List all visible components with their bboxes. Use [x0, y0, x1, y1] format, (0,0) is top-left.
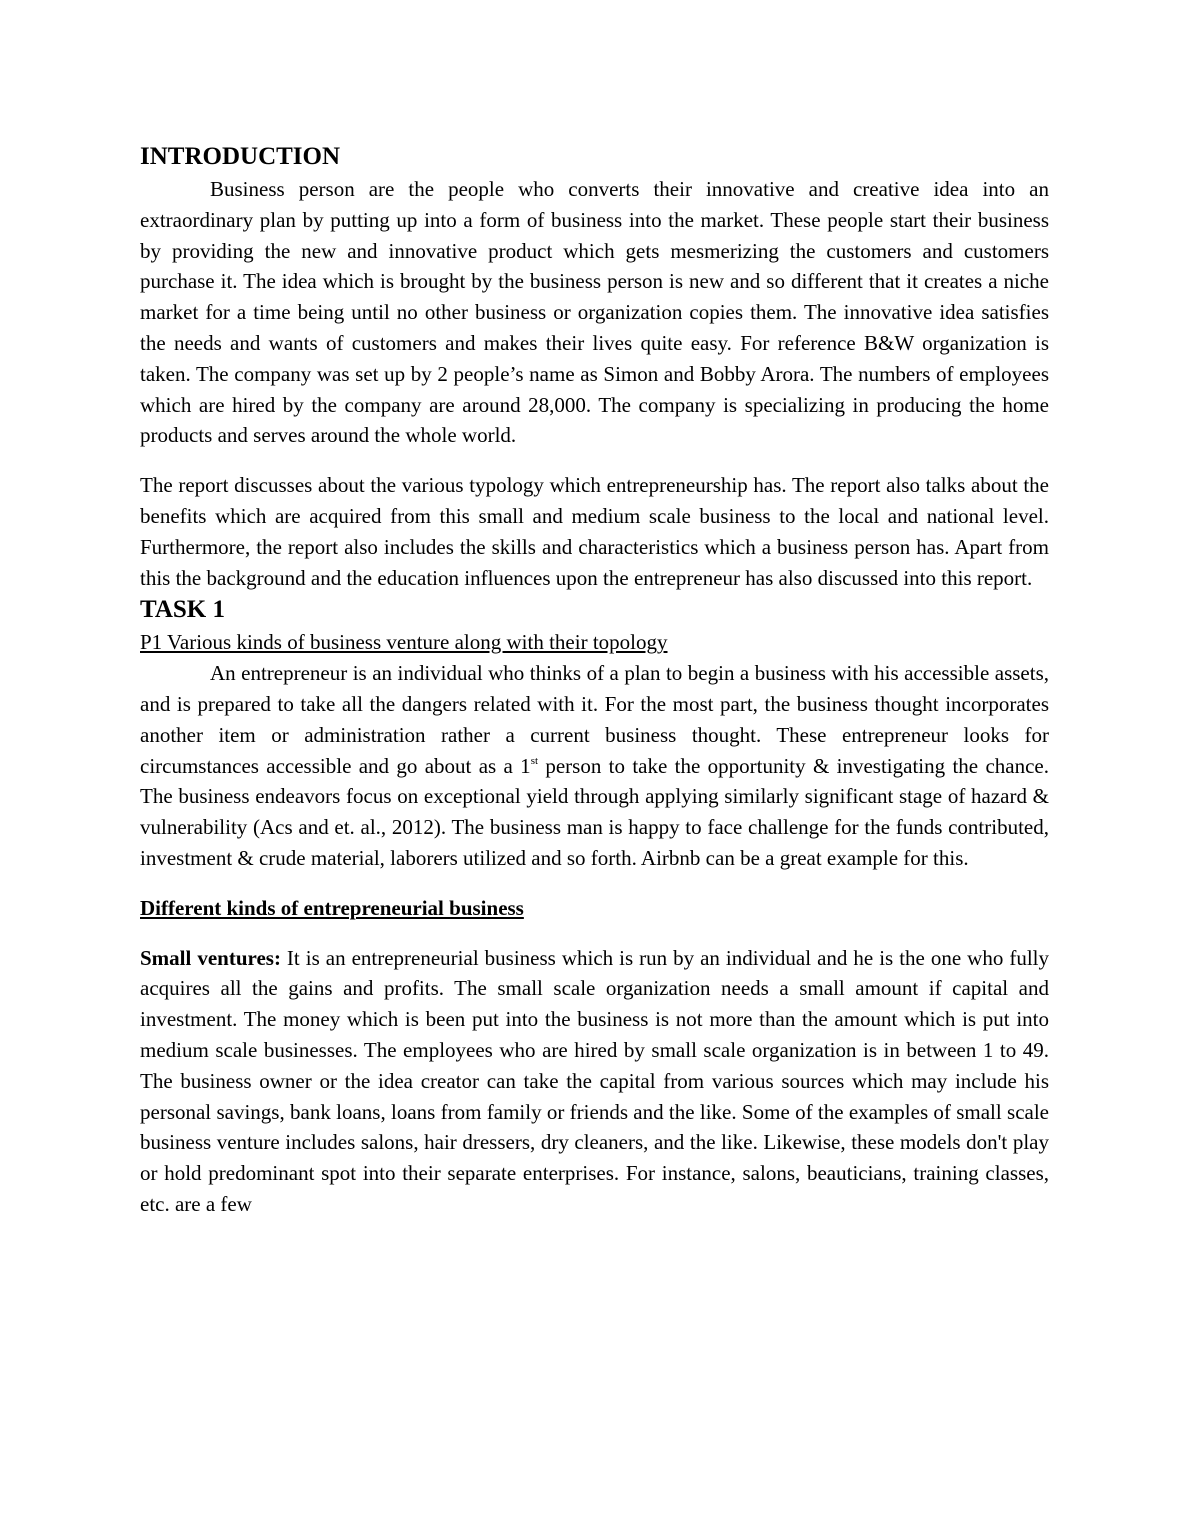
task1-heading: TASK 1 [140, 596, 225, 624]
small-ventures-paragraph [140, 943, 1049, 1220]
p1-subheading-text: P1 Various kinds of business venture along with their topology [140, 630, 668, 655]
intro-paragraph-2: The report discusses about the various typology which entrepreneurship has. The report also talks about the benefits which are acquired from this small and medium scale business to the local and national level. Furthermore, the report also includes the skills and characteristics which a business person has. Apart from this the background and the education influences upon the entrepreneur has also discussed into this report. [140, 473, 1049, 590]
ordinal-superscript: st [530, 754, 539, 767]
small-ventures-label: Small ventures: [140, 945, 281, 970]
task1-paragraph [140, 658, 1049, 874]
task1-paragraph-part2: person to take the opportunity & investigating the chance. The business endeavors focus on exceptional yield through applying similarly significant stage of hazard & vulnerability (Acs and et. al., 2012). The business man is happy to face challenge for the funds contributed, investment & crude material, laborers utilized and so forth. Airbnb can be a great example for this. [140, 753, 1049, 870]
intro-paragraph-1: Business person are the people who converts their innovative and creative idea into an extraordinary plan by putting up into a form of business into the market. These people start their business by providing the new and innovative product which gets mesmerizing the customers and customers purchase it. The idea which is brought by the business person is new and so different that it creates a niche market for a time being until no other business or organization copies them. The innovative idea satisfies the needs and wants of customers and makes their lives quite easy. For reference B&W organization is taken. The company was set up by 2 people’s name as Simon and Bobby Arora. The numbers of employees which are hired by the company are around 28,000. The company is specializing in producing the home products and serves around the whole world. [140, 177, 1049, 448]
p1-subheading [140, 627, 1049, 658]
task1-paragraph-part1: An entrepreneur is an individual who thinks of a plan to begin a business with his accessible assets, and is prepared to take all the dangers related with it. For the most part, the business thought incorporates another item or administration rather a current business thought. These entrepreneur looks for circumstances accessible and go about as a 1 [140, 661, 1049, 778]
introduction-heading: INTRODUCTION [140, 143, 341, 170]
entrepreneurial-kinds-heading: Different kinds of entrepreneurial business [140, 895, 524, 920]
document-page [140, 140, 1049, 1220]
small-ventures-text: It is an entrepreneurial business which is run by an individual and he is the one who fully acquires all the gains and profits. The small scale organization needs a small amount if capital and investment. The money which is been put into the business is not more than the amount which is put into medium scale businesses. The employees who are hired by small scale organization is in between 1 to 49. The business owner or the idea creator can take the capital from various sources which may include his personal savings, bank loans, loans from family or friends and the like. Some of the examples of small scale business venture includes salons, hair dressers, dry cleaners, and the like. Likewise, these models don't play or hold predominant spot into their separate enterprises. For instance, salons, beauticians, training classes, etc. are a few [140, 945, 1049, 1216]
